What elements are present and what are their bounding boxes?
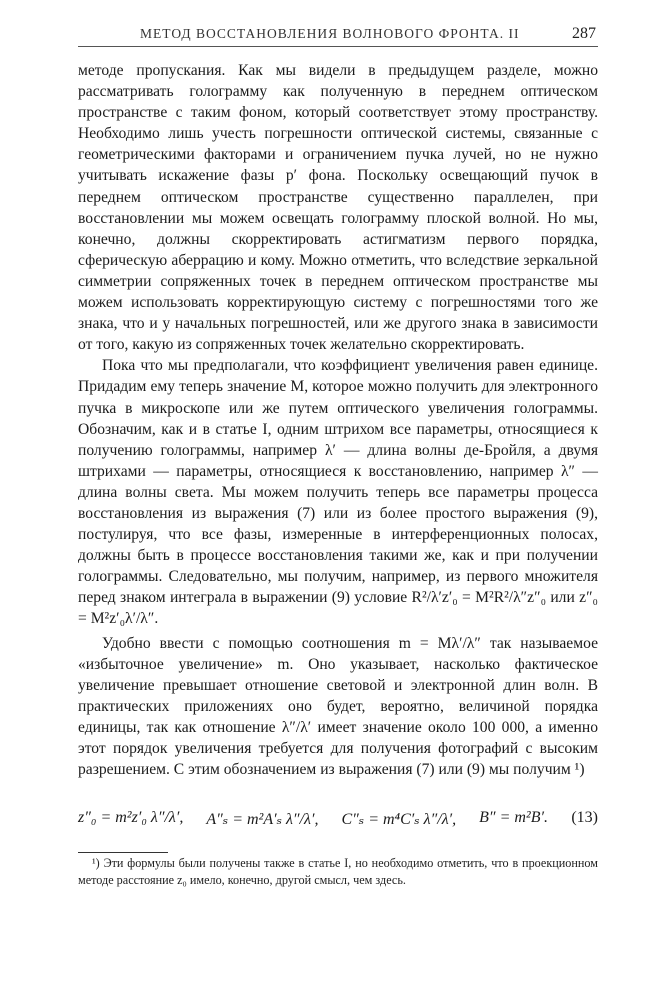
page-number: 287 — [572, 25, 596, 42]
equation-terms — [78, 809, 548, 829]
equation-term-z0: z″₀ = m²z′₀ λ″/λ′, — [78, 809, 184, 826]
equation-term-b: B″ = m²B′. — [479, 809, 548, 826]
footnote — [78, 855, 598, 888]
paragraph-3: Удобно ввести с помощью соотношения m = Mλ′/λ″ так называемое «избыточное увеличение» m. Оно указывает, насколько фактическое увеличение превышает отношение световой и электронной длин волн. В практических приложениях оно будет, вероятно, величиной порядка единицы, так как отношение λ″/λ′ имеет значение около 100 000, а именно этот порядок увеличения требуется для получения фотографий с высоким разрешением. С этим обозначением из выражения (7) или (9) мы получим ¹) — [78, 634, 598, 779]
page-header — [78, 26, 598, 47]
running-title: МЕТОД ВОССТАНОВЛЕНИЯ ВОЛНОВОГО ФРОНТА. II — [140, 26, 520, 41]
footnote-text: ¹) Эти формулы были получены также в статье I, но необходимо отметить, что в проекционном методе расстояние z₀ имело, конечно, другой смысл, чем здесь. — [78, 856, 598, 887]
paragraph-2: Пока что мы предполагали, что коэффициент увеличения равен единице. Придадим ему теперь значение M, которое можно получить для электронного пучка в микроскопе или же путем оптического увеличения голограммы. Обозначим, как и в статье I, одним штрихом все параметры, относящиеся к получению голограммы, например λ′ — длина волны де-Бройля, а двумя штрихами — параметры, относящиеся к восстановлению, например λ″ — длина волны света. Мы можем получить теперь все параметры процесса восстановления из выражения (7) или из более простого выражения (9), постулируя, что все фазы, измеренные в интерференционных полосах, должны быть в процессе восстановления такими же, как и при получении голограммы. Следовательно, мы получим, например, из первого множителя перед знаком интеграла в выражении (9) условие R²/λ′z′₀ = M²R²/λ″z″₀ или z″₀ = M²z′₀λ′/λ″. — [78, 357, 598, 628]
paragraph-1: методе пропускания. Как мы видели в предыдущем разделе, можно рассматривать голограмму как полученную в переднем оптическом пространстве с таким фоном, который соответствует этому пространству. Необходимо лишь учесть погрешности оптической системы, связанные с геометрическими факторами и ограничением пучка лучей, но не нужно учитывать искажение фазы p′ фона. Поскольку освещающий пучок в переднем оптическом пространстве существенно параллелен, при восстановлении мы можем освещать голограмму плоской волной. Но мы, конечно, должны скорректировать астигматизм первого порядка, сферическую аберрацию и кому. Можно отметить, что вследствие зеркальной симметрии сопряженных точек в переднем оптическом пространстве мы можем использовать корректирующую систему с погрешностями того же знака, что и у начальных погрешностей, или же другого знака в зависимости от того, какую из сопряженных точек желательно скорректировать. — [78, 62, 598, 354]
body-text — [78, 60, 598, 780]
equation-term-cs: C″ₛ = m⁴C′ₛ λ″/λ′, — [341, 811, 457, 828]
equation-13 — [78, 803, 598, 837]
equation-number: (13) — [571, 809, 598, 826]
equation-term-as: A″ₛ = m²A′ₛ λ″/λ′, — [206, 811, 319, 828]
footnote-rule — [78, 852, 168, 853]
